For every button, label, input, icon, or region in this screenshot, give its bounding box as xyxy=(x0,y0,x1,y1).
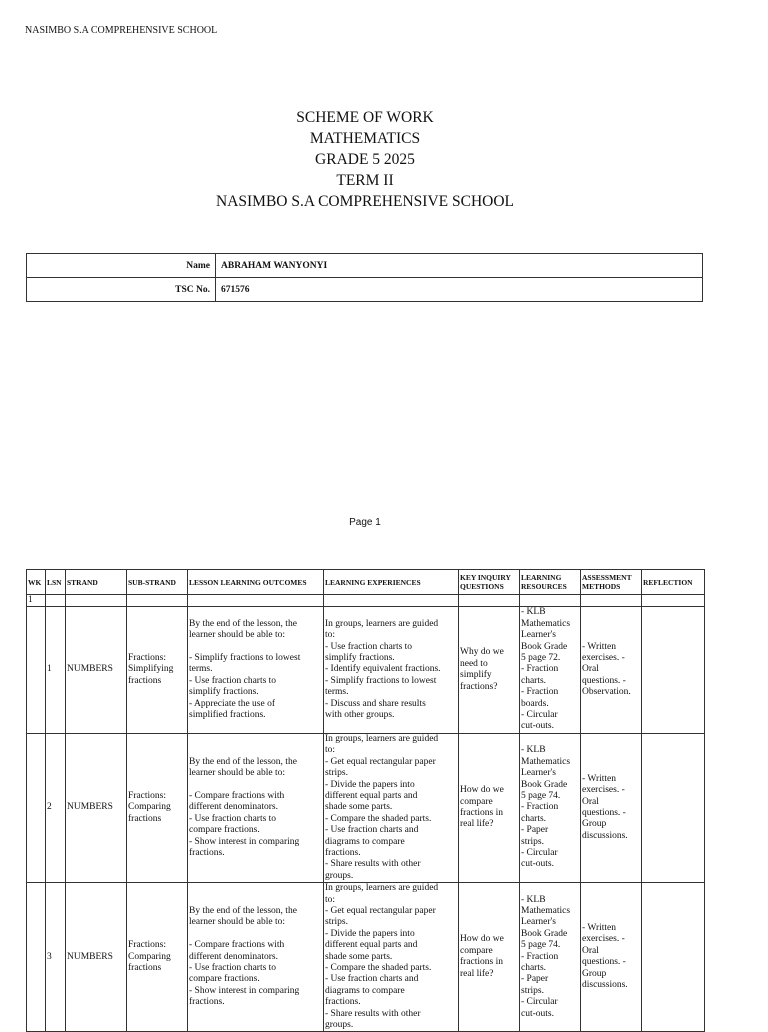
cell-line xyxy=(189,929,322,940)
cell-line: - Use fraction charts to xyxy=(189,963,277,973)
cell-line: Mathematics xyxy=(521,905,571,916)
page-number: Page 1 xyxy=(349,517,381,528)
cell-line: Oral xyxy=(582,796,599,807)
cell-line: fractions xyxy=(128,963,162,973)
cell-line: - Compare fractions with xyxy=(189,790,285,801)
cell-line: - Circular xyxy=(521,997,558,1008)
cell-line: 5 page 72. xyxy=(521,653,561,664)
assessment-methods-cell xyxy=(581,733,642,882)
cell-line: How do we xyxy=(460,785,504,796)
col-header-outcomes: LESSON LEARNING OUTCOMES xyxy=(188,570,324,595)
tsc-value: 671576 xyxy=(216,278,703,302)
cell-line: exercises. - xyxy=(582,653,625,664)
cell-line: - Fraction xyxy=(521,802,559,813)
table-row xyxy=(27,607,705,733)
table-header-row xyxy=(27,570,705,595)
cell-line: diagrams to compare xyxy=(325,836,405,847)
cell-line: - KLB xyxy=(521,894,546,905)
col-header-strand: STRAND xyxy=(66,570,127,595)
cell-line: simplify xyxy=(460,670,492,681)
cell-line: cut-outs. xyxy=(521,1008,554,1019)
col-header-reflection: REFLECTION xyxy=(642,570,705,595)
learning-resources-cell xyxy=(520,607,581,733)
week-cell-empty xyxy=(27,883,46,1032)
cell-line: diagrams to compare xyxy=(325,985,405,996)
cell-line: strips. xyxy=(521,985,544,996)
lesson-number: 1 xyxy=(46,607,66,733)
teacher-info-table xyxy=(26,253,703,302)
cell-line: charts. xyxy=(521,675,547,686)
cell-line: fractions in xyxy=(460,957,504,968)
cell-line: fractions xyxy=(128,813,162,824)
cell-line: different equal parts and xyxy=(325,790,418,801)
cell-line: Fractions: xyxy=(128,653,166,664)
reflection-cell xyxy=(642,733,705,882)
title-block xyxy=(0,107,730,212)
cell-line: shade some parts. xyxy=(325,951,393,962)
cell-line: with other groups. xyxy=(325,710,395,721)
cell-line: In groups, learners are guided xyxy=(325,618,439,629)
cell-line: compare xyxy=(460,945,493,956)
cell-line: different denominators. xyxy=(189,951,278,962)
week-row xyxy=(27,595,705,607)
cell-line: fractions. xyxy=(325,997,361,1008)
col-header-questions: KEY INQUIRY QUESTIONS xyxy=(459,570,520,595)
cell-line: cut-outs. xyxy=(521,721,554,732)
cell-line xyxy=(189,642,322,653)
cell-line: How do we xyxy=(460,934,504,945)
cell-line: Book Grade xyxy=(521,779,568,790)
cell-line: Group xyxy=(582,968,607,979)
cell-line: groups. xyxy=(325,870,354,881)
col-header-lsn: LSN xyxy=(46,570,66,595)
cell-line: different equal parts and xyxy=(325,940,418,951)
title-line: SCHEME OF WORK xyxy=(296,109,434,126)
cell-line: - Circular xyxy=(521,710,558,721)
cell-line: - Written xyxy=(582,923,617,934)
assessment-methods-cell xyxy=(581,883,642,1032)
cell-line: Learner's xyxy=(521,917,556,928)
cell-line: fractions xyxy=(128,675,162,686)
reflection-cell xyxy=(642,607,705,733)
cell-line: shade some parts. xyxy=(325,802,393,813)
cell-line: compare fractions. xyxy=(189,974,260,985)
cell-line: - Paper xyxy=(521,825,549,836)
learning-outcomes-cell xyxy=(188,883,324,1032)
cell-line: discussions. xyxy=(582,830,628,841)
name-value: ABRAHAM WANYONYI xyxy=(216,254,703,278)
scheme-of-work-table xyxy=(26,569,705,1032)
cell-line: learner should be able to: xyxy=(189,768,286,779)
cell-line: - Compare the shaded parts. xyxy=(325,813,432,824)
cell-line: - Compare fractions with xyxy=(189,940,285,951)
title-line: TERM II xyxy=(336,172,394,189)
cell-line: real life? xyxy=(460,819,494,830)
strand-cell: NUMBERS xyxy=(66,733,127,882)
cell-line: fractions in xyxy=(460,808,504,819)
learning-outcomes-cell xyxy=(188,733,324,882)
cell-line: - Use fraction charts to xyxy=(189,813,277,824)
tsc-label: TSC No. xyxy=(27,278,216,302)
col-header-substrand: SUB-STRAND xyxy=(127,570,188,595)
key-inquiry-questions-cell xyxy=(459,733,520,882)
cell-line: - Written xyxy=(582,773,617,784)
cell-line: learner should be able to: xyxy=(189,630,286,641)
title-line: MATHEMATICS xyxy=(309,130,421,147)
cell-line: Book Grade xyxy=(521,928,568,939)
cell-line: - Show interest in comparing xyxy=(189,985,300,996)
week-cell-empty xyxy=(27,607,46,733)
col-header-experiences: LEARNING EXPERIENCES xyxy=(324,570,459,595)
cell-line: In groups, learners are guided xyxy=(325,733,439,744)
cell-line xyxy=(189,780,322,791)
cell-line: - Compare the shaded parts. xyxy=(325,963,432,973)
week-cell-empty xyxy=(27,733,46,882)
cell-line: strips. xyxy=(325,917,348,928)
cell-line: strips. xyxy=(325,768,348,779)
col-header-wk: WK xyxy=(27,570,46,595)
cell-line: questions. - xyxy=(582,957,626,968)
cell-line: compare xyxy=(460,796,493,807)
strand-cell: NUMBERS xyxy=(66,883,127,1032)
cell-line: Mathematics xyxy=(521,618,571,629)
cell-line: to: xyxy=(325,630,336,641)
name-label: Name xyxy=(27,254,216,278)
cell-line: - Divide the papers into xyxy=(325,779,415,790)
substrand-cell xyxy=(127,607,188,733)
lesson-number: 2 xyxy=(46,733,66,882)
title-line: GRADE 5 2025 xyxy=(315,151,415,168)
lesson-number: 3 xyxy=(46,883,66,1032)
cell-line: By the end of the lesson, the xyxy=(189,905,297,916)
cell-line: Why do we xyxy=(460,647,504,658)
cell-line: simplify fractions. xyxy=(325,653,395,664)
cell-line: exercises. - xyxy=(582,934,625,945)
table-row xyxy=(27,733,705,882)
cell-line: Learner's xyxy=(521,768,556,779)
cell-line: charts. xyxy=(521,963,547,973)
cell-line: - Fraction xyxy=(521,951,559,962)
cell-line: - Get equal rectangular paper xyxy=(325,756,436,767)
assessment-methods-cell xyxy=(581,607,642,733)
cell-line: - Share results with other xyxy=(325,859,421,870)
cell-line: Oral xyxy=(582,664,599,675)
cell-line: By the end of the lesson, the xyxy=(189,618,297,629)
substrand-cell xyxy=(127,883,188,1032)
cell-line: cut-outs. xyxy=(521,859,554,870)
name-row xyxy=(27,254,703,278)
cell-line: to: xyxy=(325,894,336,905)
cell-line: - Use fraction charts and xyxy=(325,825,419,836)
cell-line: - Circular xyxy=(521,847,558,858)
cell-line: questions. - xyxy=(582,808,626,819)
cell-line: 5 page 74. xyxy=(521,940,561,951)
cell-line: - Appreciate the use of xyxy=(189,698,275,709)
learning-experiences-cell xyxy=(324,733,459,882)
cell-line: Fractions: xyxy=(128,940,166,951)
col-header-assessment: ASSESSMENT METHODS xyxy=(581,570,642,595)
week-number: 1 xyxy=(27,595,46,607)
cell-line: compare fractions. xyxy=(189,825,260,836)
cell-line: - Share results with other xyxy=(325,1008,421,1019)
cell-line: learner should be able to: xyxy=(189,917,286,928)
cell-line: - KLB xyxy=(521,745,546,756)
cell-line: Fractions: xyxy=(128,790,166,801)
cell-line: terms. xyxy=(325,687,349,698)
cell-line: simplified fractions. xyxy=(189,710,266,721)
cell-line: Comparing xyxy=(128,951,171,962)
cell-line: Learner's xyxy=(521,630,556,641)
cell-line: - Use fraction charts to xyxy=(325,641,413,652)
key-inquiry-questions-cell xyxy=(459,883,520,1032)
learning-experiences-cell xyxy=(324,883,459,1032)
cell-line: - KLB xyxy=(521,607,546,618)
key-inquiry-questions-cell xyxy=(459,607,520,733)
cell-line: Simplifying xyxy=(128,664,174,675)
cell-line: - Divide the papers into xyxy=(325,928,415,939)
cell-line: need to xyxy=(460,658,488,669)
tsc-row xyxy=(27,278,703,302)
cell-line: - Written xyxy=(582,641,617,652)
cell-line: By the end of the lesson, the xyxy=(189,756,297,767)
cell-line: Observation. xyxy=(582,687,631,698)
cell-line: - Fraction xyxy=(521,687,559,698)
page-header-school: NASIMBO S.A COMPREHENSIVE SCHOOL xyxy=(25,25,218,36)
cell-line: - Identify equivalent fractions. xyxy=(325,664,441,675)
cell-line: Mathematics xyxy=(521,756,571,767)
cell-line: - Use fraction charts and xyxy=(325,974,419,985)
cell-line: to: xyxy=(325,745,336,756)
cell-line: groups. xyxy=(325,1020,354,1031)
cell-line: fractions? xyxy=(460,681,498,692)
cell-line: fractions. xyxy=(189,997,225,1008)
cell-line: - Simplify fractions to lowest xyxy=(325,675,437,686)
cell-line: In groups, learners are guided xyxy=(325,883,439,894)
cell-line: - Show interest in comparing xyxy=(189,836,300,847)
learning-outcomes-cell xyxy=(188,607,324,733)
cell-line: strips. xyxy=(521,836,544,847)
learning-resources-cell xyxy=(520,883,581,1032)
cell-line: simplify fractions. xyxy=(189,687,259,698)
cell-line: discussions. xyxy=(582,980,628,991)
cell-line: real life? xyxy=(460,968,494,979)
cell-line: boards. xyxy=(521,698,549,709)
learning-experiences-cell xyxy=(324,607,459,733)
cell-line: 5 page 74. xyxy=(521,790,561,801)
cell-line: - Get equal rectangular paper xyxy=(325,905,436,916)
title-line: NASIMBO S.A COMPREHENSIVE SCHOOL xyxy=(216,193,514,210)
table-row xyxy=(27,883,705,1032)
cell-line: Comparing xyxy=(128,802,171,813)
cell-line: Group xyxy=(582,819,607,830)
cell-line: fractions. xyxy=(325,847,361,858)
cell-line: - Simplify fractions to lowest xyxy=(189,653,301,664)
cell-line: different denominators. xyxy=(189,802,278,813)
cell-line: terms. xyxy=(189,664,213,675)
cell-line: - Discuss and share results xyxy=(325,698,426,709)
strand-cell: NUMBERS xyxy=(66,607,127,733)
cell-line: charts. xyxy=(521,813,547,824)
cell-line: Oral xyxy=(582,945,599,956)
cell-line: fractions. xyxy=(189,847,225,858)
cell-line: - Paper xyxy=(521,974,549,985)
cell-line: questions. - xyxy=(582,675,626,686)
cell-line: Book Grade xyxy=(521,641,568,652)
reflection-cell xyxy=(642,883,705,1032)
substrand-cell xyxy=(127,733,188,882)
cell-line: - Fraction xyxy=(521,664,559,675)
learning-resources-cell xyxy=(520,733,581,882)
cell-line: exercises. - xyxy=(582,785,625,796)
cell-line: - Use fraction charts to xyxy=(189,675,277,686)
col-header-resources: LEARNING RESOURCES xyxy=(520,570,581,595)
